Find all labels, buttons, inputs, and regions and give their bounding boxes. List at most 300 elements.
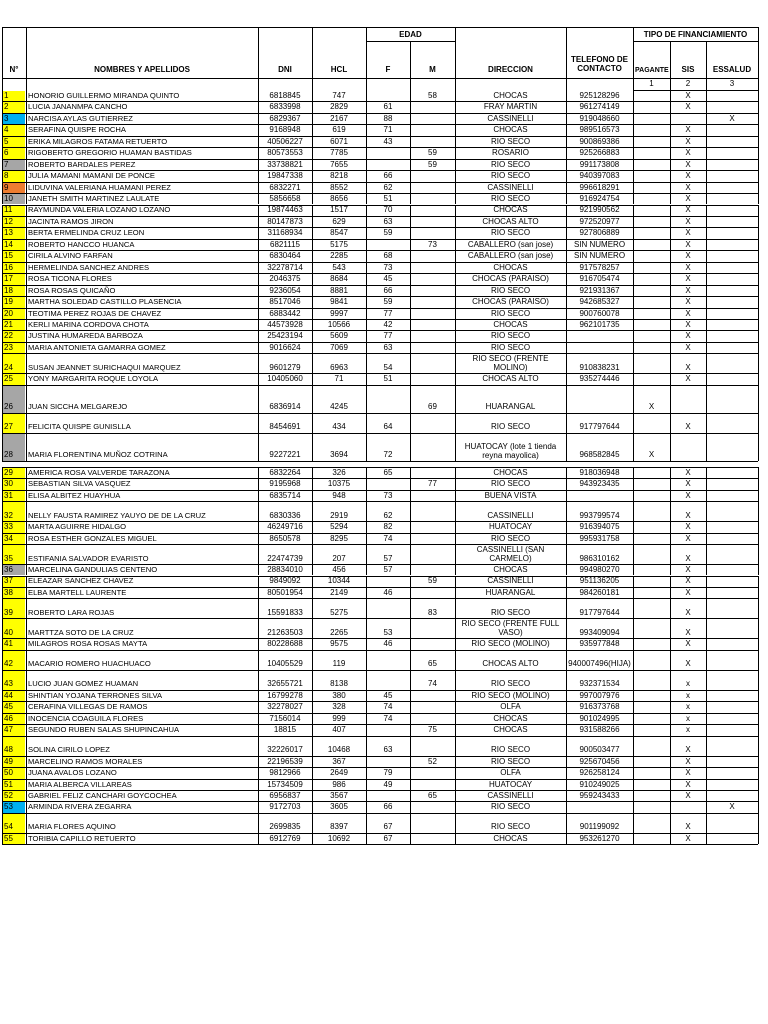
hcl-cell: 5175 xyxy=(330,239,348,249)
dni-cell: 9236054 xyxy=(269,285,301,295)
grid-line xyxy=(758,205,759,216)
grid-line xyxy=(366,205,367,216)
grid-line xyxy=(26,756,27,767)
grid-line xyxy=(706,41,707,90)
grid-line xyxy=(455,467,456,478)
grid-line xyxy=(2,27,3,90)
grid-line xyxy=(312,205,313,216)
grid-line xyxy=(633,330,634,341)
grid-line xyxy=(258,790,259,801)
grid-line xyxy=(633,262,634,273)
hcl-cell: 407 xyxy=(332,725,346,735)
sis-mark: X xyxy=(685,587,691,597)
grid-line xyxy=(26,650,27,670)
phone-cell: 986310162 xyxy=(579,553,620,563)
patient-name: ARMINDA RIVERA ZEGARRA xyxy=(28,802,132,812)
grid-line xyxy=(758,273,759,284)
hcl-cell: 8656 xyxy=(330,194,348,203)
grid-line xyxy=(633,801,634,812)
grid-line xyxy=(410,670,411,690)
row-number: 24 xyxy=(4,362,13,372)
grid-line xyxy=(410,285,411,296)
essalud-mark: X xyxy=(729,113,735,123)
age-female-cell: 77 xyxy=(383,331,393,341)
grid-line xyxy=(566,790,567,801)
hcl-cell: 328 xyxy=(332,702,346,712)
grid-line xyxy=(633,353,634,373)
grid-line xyxy=(670,101,671,112)
grid-line xyxy=(26,353,27,373)
grid-line xyxy=(2,159,3,170)
grid-line xyxy=(2,90,3,101)
grid-line xyxy=(633,385,634,413)
grid-line xyxy=(366,239,367,250)
grid-line xyxy=(26,273,27,284)
grid-line xyxy=(706,521,707,532)
hcl-cell: 7069 xyxy=(330,342,348,352)
grid-line xyxy=(566,101,567,112)
grid-line xyxy=(410,41,411,90)
grid-line xyxy=(566,216,567,227)
dni-cell: 21263503 xyxy=(267,627,303,637)
grid-line xyxy=(566,618,567,638)
grid-line xyxy=(566,27,567,90)
grid-line xyxy=(758,564,759,575)
grid-line xyxy=(758,136,759,147)
grid-line xyxy=(258,239,259,250)
grid-line xyxy=(670,790,671,801)
dni-cell: 6835714 xyxy=(269,490,301,500)
grid-line xyxy=(312,193,313,204)
hcl-cell: 8218 xyxy=(330,171,348,181)
patient-name: JULIA MAMANI MAMANI DE PONCE xyxy=(28,171,156,181)
patient-name: TEOTIMA PEREZ ROJAS DE CHAVEZ xyxy=(28,308,162,318)
row-number: 47 xyxy=(4,725,13,735)
grid-line xyxy=(26,767,27,778)
grid-line xyxy=(312,713,313,724)
grid-line xyxy=(758,413,759,433)
grid-line xyxy=(670,467,671,478)
grid-line xyxy=(410,433,411,461)
grid-line xyxy=(758,227,759,238)
grid-line xyxy=(670,273,671,284)
grid-line xyxy=(366,736,367,756)
phone-cell: 917797644 xyxy=(579,607,620,617)
grid-line xyxy=(758,801,759,812)
row-number: 32 xyxy=(4,510,13,520)
grid-line xyxy=(366,501,367,521)
grid-line xyxy=(366,670,367,690)
grid-line xyxy=(758,113,759,124)
age-female-cell: 46 xyxy=(383,639,393,649)
sis-mark: X xyxy=(685,239,691,249)
grid-line xyxy=(633,467,634,478)
row-number: 34 xyxy=(4,533,13,543)
grid-line xyxy=(258,136,259,147)
patient-name: ROBERTO HANCCO HUANCA xyxy=(28,239,135,249)
grid-line xyxy=(566,170,567,181)
phone-cell: 916924754 xyxy=(579,194,620,203)
phone-cell: 989516573 xyxy=(579,125,620,135)
address-cell: RIO SECO (FRENTE FULL VASO) xyxy=(461,619,560,638)
grid-line xyxy=(366,90,367,101)
grid-line xyxy=(670,385,671,413)
grid-line xyxy=(410,467,411,478)
address-cell: CASSINELLI xyxy=(487,182,534,192)
address-cell: CABALLERO (san jose) xyxy=(467,251,554,261)
address-cell: CHOCAS (PARAISO) xyxy=(472,297,549,307)
age-male-cell: 74 xyxy=(428,679,437,689)
age-male-cell: 59 xyxy=(428,159,437,169)
grid-line xyxy=(633,113,634,124)
sis-mark: x xyxy=(686,679,690,689)
grid-line xyxy=(758,385,759,413)
col-header-pagante: PAGANTE xyxy=(635,67,669,74)
grid-line xyxy=(706,227,707,238)
grid-line xyxy=(2,533,3,544)
hcl-cell: 8547 xyxy=(330,228,348,238)
address-cell: CHOCAS (PARAISO) xyxy=(472,274,549,284)
grid-line xyxy=(670,216,671,227)
grid-line xyxy=(706,598,707,618)
grid-line xyxy=(26,564,27,575)
grid-line xyxy=(455,205,456,216)
grid-line xyxy=(258,285,259,296)
phone-cell: 925670456 xyxy=(579,756,620,766)
age-female-cell: 62 xyxy=(383,182,393,192)
row-number: 11 xyxy=(4,205,13,215)
grid-line xyxy=(566,413,567,433)
grid-line xyxy=(410,342,411,353)
grid-line xyxy=(2,373,3,384)
grid-line xyxy=(258,273,259,284)
grid-line xyxy=(706,650,707,670)
phone-cell: 916394075 xyxy=(579,522,620,532)
age-male-cell: 69 xyxy=(428,402,437,412)
hcl-cell: 3567 xyxy=(330,790,348,800)
grid-line xyxy=(410,124,411,135)
grid-line xyxy=(26,724,27,735)
grid-line xyxy=(258,833,259,844)
address-cell: RIO SECO xyxy=(490,308,531,318)
age-female-cell: 88 xyxy=(383,113,393,123)
age-female-cell: 74 xyxy=(383,533,393,543)
grid-line xyxy=(26,478,27,489)
patient-name: NELLY FAUSTA RAMIREZ YAUYO DE DE LA CRUZ xyxy=(28,510,206,520)
row-number: 35 xyxy=(4,553,13,563)
col-header-dni: DNI xyxy=(278,65,292,74)
grid-line xyxy=(312,576,313,587)
grid-line xyxy=(633,308,634,319)
grid-line xyxy=(258,533,259,544)
grid-line xyxy=(633,598,634,618)
grid-line xyxy=(455,833,456,844)
patient-name: ROBERTO BARDALES PEREZ xyxy=(28,159,136,169)
patient-name: FELICITA QUISPE GUNISLLA xyxy=(28,422,131,432)
address-cell: RIO SECO xyxy=(490,607,531,617)
grid-line xyxy=(633,170,634,181)
grid-line xyxy=(670,521,671,532)
grid-line xyxy=(258,124,259,135)
grid-line xyxy=(670,756,671,767)
grid-line xyxy=(410,690,411,701)
age-male-cell: 73 xyxy=(428,239,437,249)
grid-line xyxy=(410,736,411,756)
grid-line xyxy=(706,273,707,284)
grid-line xyxy=(758,467,759,478)
grid-line xyxy=(670,90,671,101)
grid-line xyxy=(706,205,707,216)
grid-line xyxy=(366,170,367,181)
grid-line xyxy=(312,767,313,778)
dni-cell: 6833998 xyxy=(269,102,301,112)
phone-cell: 900869386 xyxy=(579,136,620,146)
age-female-cell: 67 xyxy=(383,822,393,832)
grid-line xyxy=(258,650,259,670)
grid-line xyxy=(366,182,367,193)
grid-line xyxy=(258,205,259,216)
grid-line xyxy=(566,650,567,670)
grid-line xyxy=(633,285,634,296)
grid-line xyxy=(706,433,707,461)
dni-cell: 33738821 xyxy=(267,159,303,169)
address-cell: CHOCAS xyxy=(493,565,528,574)
col-header-f: F xyxy=(385,65,391,74)
grid-line xyxy=(566,576,567,587)
grid-line xyxy=(366,373,367,384)
dni-cell: 80501954 xyxy=(267,587,303,597)
phone-cell: 921931367 xyxy=(579,285,620,295)
grid-line xyxy=(2,413,758,414)
phone-cell: 953261270 xyxy=(579,833,620,843)
grid-line xyxy=(633,147,634,158)
grid-line xyxy=(410,713,411,724)
grid-line xyxy=(758,373,759,384)
grid-line xyxy=(706,239,707,250)
row-number: 30 xyxy=(4,479,13,489)
grid-line xyxy=(633,713,634,724)
grid-line xyxy=(258,113,259,124)
grid-line xyxy=(2,330,3,341)
grid-line xyxy=(2,521,3,532)
grid-line xyxy=(455,308,456,319)
address-cell: OLFA xyxy=(500,702,521,712)
grid-line xyxy=(758,296,759,307)
grid-line xyxy=(312,90,313,101)
hcl-cell: 326 xyxy=(332,467,346,477)
grid-line xyxy=(670,193,671,204)
grid-line xyxy=(26,170,27,181)
grid-line xyxy=(706,478,707,489)
grid-line xyxy=(670,544,671,564)
grid-line xyxy=(258,490,259,501)
grid-line xyxy=(258,216,259,227)
grid-line xyxy=(670,170,671,181)
grid-line xyxy=(312,779,313,790)
grid-line xyxy=(312,250,313,261)
grid-line xyxy=(410,113,411,124)
grid-line xyxy=(2,501,3,521)
dni-cell: 18815 xyxy=(273,725,297,735)
grid-line xyxy=(410,587,411,598)
phone-cell: 918036948 xyxy=(579,467,620,477)
grid-line xyxy=(312,101,313,112)
grid-line xyxy=(633,756,634,767)
patient-name: SERAFINA QUISPE ROCHA xyxy=(28,125,126,135)
grid-line xyxy=(758,90,759,101)
row-number: 51 xyxy=(4,779,13,789)
patient-name: NARCISA AYLAS GUTIERREZ xyxy=(28,113,133,123)
grid-line xyxy=(312,308,313,319)
grid-line xyxy=(670,227,671,238)
grid-line xyxy=(410,273,411,284)
grid-line xyxy=(26,136,27,147)
grid-line xyxy=(2,308,3,319)
age-female-cell: 74 xyxy=(383,713,393,723)
grid-line xyxy=(410,790,411,801)
grid-line xyxy=(758,501,759,521)
grid-line xyxy=(258,330,259,341)
grid-line xyxy=(312,262,313,273)
dni-cell: 6836914 xyxy=(269,402,301,412)
grid-line xyxy=(258,478,259,489)
patient-name: MILAGROS ROSA ROSAS MAYTA xyxy=(28,639,148,649)
grid-line xyxy=(566,521,567,532)
grid-line xyxy=(410,598,411,618)
grid-line xyxy=(758,521,759,532)
address-cell: RIO SECO xyxy=(490,159,531,169)
row-number: 43 xyxy=(4,679,13,689)
phone-cell: 910838231 xyxy=(579,362,620,372)
grid-line xyxy=(258,767,259,778)
grid-line xyxy=(410,216,411,227)
address-cell: RIO SECO xyxy=(490,745,531,755)
row-number: 53 xyxy=(4,802,13,812)
dni-cell: 19847338 xyxy=(267,171,303,181)
patient-name: BERTA ERMELINDA CRUZ LEON xyxy=(28,228,145,238)
grid-line xyxy=(410,239,411,250)
grid-line xyxy=(455,170,456,181)
grid-line xyxy=(312,544,313,564)
grid-line xyxy=(633,767,634,778)
grid-line xyxy=(758,598,759,618)
hcl-cell: 8684 xyxy=(330,274,348,284)
phone-cell: 925266883 xyxy=(579,148,620,158)
age-female-cell: 64 xyxy=(383,422,393,432)
dni-cell: 9601279 xyxy=(269,362,301,372)
grid-line xyxy=(2,618,3,638)
dni-cell: 28834010 xyxy=(267,565,303,574)
grid-line xyxy=(312,170,313,181)
dni-cell: 9016624 xyxy=(269,342,301,352)
hcl-cell: 8552 xyxy=(330,182,348,192)
grid-line xyxy=(366,27,367,90)
grid-line xyxy=(312,227,313,238)
grid-line xyxy=(633,90,634,101)
grid-line xyxy=(455,319,456,330)
grid-line xyxy=(258,250,259,261)
hcl-cell: 10375 xyxy=(327,479,351,489)
grid-line xyxy=(312,690,313,701)
address-cell: CASSINELLI xyxy=(487,113,534,123)
row-number: 4 xyxy=(4,125,9,135)
dni-cell: 15734509 xyxy=(267,779,303,789)
grid-line xyxy=(26,501,27,521)
group-header-financiamiento: TIPO DE FINANCIAMIENTO xyxy=(643,30,748,39)
grid-line xyxy=(258,433,259,461)
hcl-cell: 367 xyxy=(332,756,346,766)
grid-line xyxy=(455,598,456,618)
grid-line xyxy=(26,124,27,135)
grid-line xyxy=(258,308,259,319)
grid-line xyxy=(410,638,411,649)
grid-line xyxy=(566,205,567,216)
sis-mark: X xyxy=(685,576,691,586)
grid-line xyxy=(312,159,313,170)
grid-line xyxy=(633,27,634,90)
grid-line xyxy=(670,433,671,461)
grid-line xyxy=(566,598,567,618)
row-number: 38 xyxy=(4,587,13,597)
patient-name: MARIA ALBERCA VILLAREAS xyxy=(28,779,132,789)
hcl-cell: 5294 xyxy=(330,522,348,532)
dni-cell: 8454691 xyxy=(269,422,301,432)
phone-cell: 935977848 xyxy=(579,639,620,649)
phone-cell: 940007496(HIJA) xyxy=(568,659,631,669)
row-number: 16 xyxy=(4,262,13,272)
hcl-cell: 2167 xyxy=(330,113,348,123)
grid-line xyxy=(706,801,707,812)
address-cell: RIO SECO xyxy=(490,342,531,352)
grid-line xyxy=(670,373,671,384)
grid-line xyxy=(566,544,567,564)
grid-line xyxy=(258,501,259,521)
essalud-mark: X xyxy=(729,802,735,812)
dni-cell: 8650578 xyxy=(269,533,301,543)
dni-cell: 80573553 xyxy=(267,148,303,158)
grid-line xyxy=(566,701,567,712)
hcl-cell: 9841 xyxy=(330,297,348,307)
grid-line xyxy=(566,690,567,701)
dni-cell: 6818845 xyxy=(269,90,301,100)
grid-line xyxy=(455,193,456,204)
row-number: 18 xyxy=(4,285,13,295)
phone-cell: 932371534 xyxy=(579,679,620,689)
dni-cell: 6956837 xyxy=(269,790,301,800)
grid-line xyxy=(566,670,567,690)
grid-line xyxy=(566,813,567,833)
dni-cell: 25423194 xyxy=(267,331,303,341)
grid-line xyxy=(706,413,707,433)
patient-name: ERIKA MILAGROS FATAMA RETUERTO xyxy=(28,136,168,146)
grid-line xyxy=(410,650,411,670)
grid-line xyxy=(633,813,634,833)
grid-line xyxy=(455,713,456,724)
grid-line xyxy=(566,319,567,330)
sis-mark: X xyxy=(685,779,691,789)
age-female-cell: 63 xyxy=(383,745,393,755)
row-number: 12 xyxy=(4,216,13,226)
grid-line xyxy=(633,501,634,521)
grid-line xyxy=(410,385,411,413)
grid-line xyxy=(258,193,259,204)
grid-line xyxy=(26,713,27,724)
code-pagante: 1 xyxy=(649,79,654,88)
grid-line xyxy=(758,724,759,735)
hcl-cell: 3605 xyxy=(330,802,348,812)
grid-line xyxy=(670,724,671,735)
grid-line xyxy=(758,147,759,158)
